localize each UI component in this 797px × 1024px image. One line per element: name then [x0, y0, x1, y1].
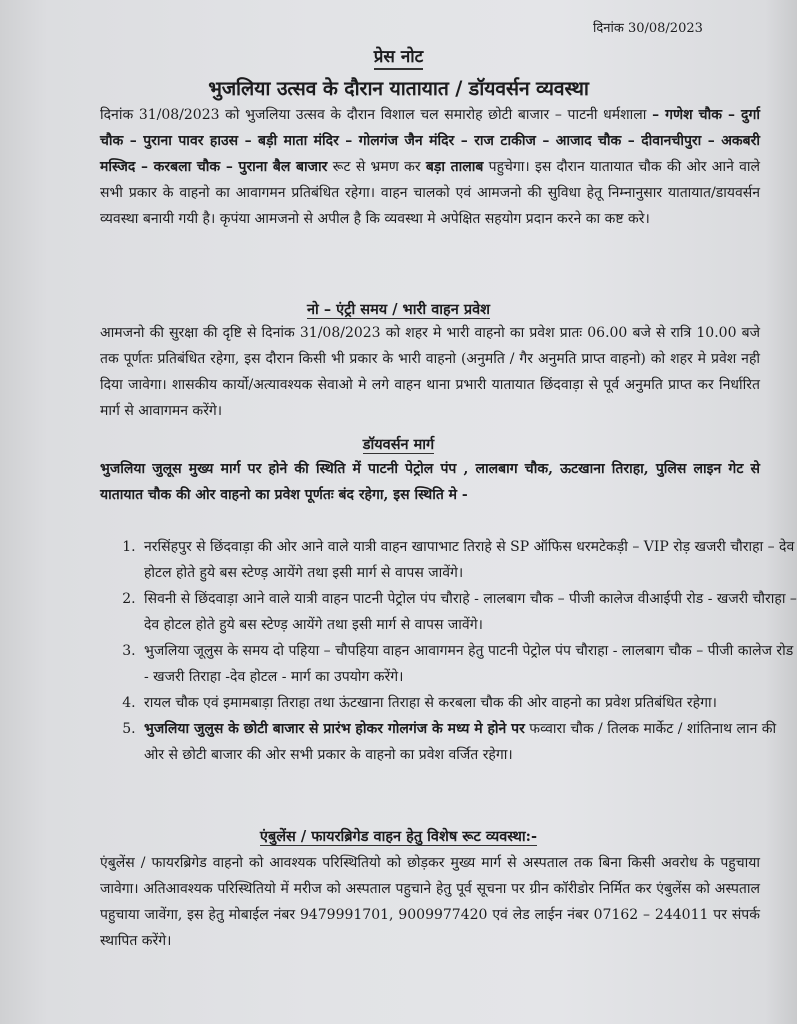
procession-destination: बड़ा तालाब	[425, 159, 484, 175]
route-5-rest: फव्वारा चौक / तिलक मार्केट / शांतिनाथ लान की ओर से छोटी बाजार की ओर सभी प्रकार के वाहनो का प्रवेश वर्जित रहेगा।	[144, 721, 777, 763]
intro-part-2: रूट से भ्रमण कर	[327, 159, 426, 175]
no-entry-heading-text: नो – एंट्री समय / भारी वाहन प्रवेश	[306, 301, 491, 318]
press-note-title	[0, 44, 797, 67]
route-item: 1. नरसिंहपुर से छिंदवाड़ा की ओर आने वाले यात्री वाहन खापाभाट तिराहे से SP ऑफिस धरमटेकड़ी – VIP रोड़ खजरी चौराहा – देव होटल होते हुये बस स्टेण्ड़ आयेंगे तथा इसी मार्ग से वापस जावेंगे।	[140, 534, 797, 586]
emergency-heading-text: एंबुलेंस / फायरब्रिगेड वाहन हेतु विशेष रूट व्यवस्था:-	[259, 828, 538, 845]
diversion-heading	[0, 434, 797, 454]
press-note-title-text: प्रेस नोट	[374, 47, 424, 70]
route-item	[140, 716, 797, 768]
intro-paragraph	[100, 102, 760, 232]
intro-part-1: दिनांक 31/08/2023 को भुजलिया उत्सव के दौरान विशाल चल समारोह छोटी बाजार – पाटनी धर्मशाला	[100, 107, 653, 123]
intro-part-3: पहुचेगा। इस दौरान यातायात चौक की ओर आने वाले सभी प्रकार के वाहनो का आवागमन प्रतिबंधित रहेगा। वाहन चालको एवं आमजनो की सुविधा हेतू निम्नानुसार यातायात/डायवर्सन व्यवस्था बनायी गयी है। कृपंया आमजनो से अपील है कि व्यवस्था मे अपेक्षित सहयोग प्रदान करने का कष्ट करे।	[100, 159, 760, 227]
procession-route: – गणेश चौक – दुर्गा चौक – पुराना पावर हाउस – बड़ी माता मंदिर – गोलगंज जैन मंदिर – राज टाकीज – आजाद चौक – दीवानचीपुरा – अकबरी मस्जिद – करबला चौक – पुराना बैल बाजार	[100, 107, 760, 175]
route-5-condition: भुजलिया जुलुस के छोटी बाजार से प्रारंभ होकर गोलगंज के मध्य मे होने पर	[144, 721, 525, 737]
emergency-paragraph: एंबुलेंस / फायरब्रिगेड वाहनो को आवश्यक परिस्थितियो को छोड़कर मुख्य मार्ग से अस्पताल तक बिना किसी अवरोध के पहुचाया जावेगा। अतिआवश्यक परिस्थितियो में मरीज को अस्पताल पहुचाने हेतु पूर्व सूचना पर ग्रीन कॉरीडोर निर्मित कर एंबुलेंस को अस्पताल पहुचाया जावेंगा, इस हेतु मोबाईल नंबर 9479991701, 9009977420 एवं लेड लाईन नंबर 07162 – 244011 पर संपर्क स्थापित करेंगे।	[100, 855, 760, 949]
diversion-route-list	[104, 534, 797, 768]
route-item: 4. रायल चौक एवं इमामबाड़ा तिराहा तथा ऊंटखाना तिराहा से करबला चौक की ओर वाहनो का प्रवेश प्रतिबंधित रहेगा।	[140, 690, 797, 716]
document-date: दिनांक 30/08/2023	[593, 21, 703, 36]
no-entry-heading	[0, 299, 797, 319]
route-item: 2. सिवनी से छिंदवाड़ा आने वाले यात्री वाहन पाटनी पेट्रोल पंप चौराहे - लालबाग चौक – पीजी कालेज वीआईपी रोड - खजरी चौराहा – देव होटल होते हुये बस स्टेण्ड़ आयेंगे तथा इसी मार्ग से वापस जावेंगे।	[140, 586, 797, 638]
emergency-heading	[0, 826, 797, 846]
no-entry-paragraph: आमजनो की सुरक्षा की दृष्टि से दिनांक 31/08/2023 को शहर मे भारी वाहनो का प्रवेश प्रातः 06.00 बजे से रात्रि 10.00 बजे तक पूर्णतः प्रतिबंधित रहेगा, इस दौरान किसी भी प्रकार के भारी वाहनो (अनुमति / गैर अनुमति प्राप्त वाहनो) को शहर मे प्रवेश नही दिया जावेगा। शासकीय कार्यो/अत्यावश्यक सेवाओ मे लगे वाहन थाना प्रभारी यातायात छिंदवाड़ा से पूर्व अनुमति प्राप्त कर निर्धारित मार्ग से आवागमन करेंगे।	[100, 325, 760, 419]
diversion-heading-text: डॉयवर्सन मार्ग	[362, 436, 435, 453]
diversion-intro: भुजलिया जुलूस मुख्य मार्ग पर होने की स्थिति में पाटनी पेट्रोल पंप , लालबाग चौक, ऊटखाना तिराहा, पुलिस लाइन गेट से यातायात चौक की ओर वाहनो का प्रवेश पूर्णतः बंद रहेगा, इस स्थिति मे -	[100, 461, 760, 503]
route-item: 3. भुजलिया जूलुस के समय दो पहिया – चौपहिया वाहन आवागमन हेतु पाटनी पेट्रोल पंप चौराहा - लालबाग चौक – पीजी कालेज रोड - खजरी तिराहा -देव होटल - मार्ग का उपयोग करेंगे।	[140, 638, 797, 690]
document-main-title: भुजलिया उत्सव के दौरान यातायात / डॉयवर्सन व्यवस्था	[208, 77, 589, 100]
